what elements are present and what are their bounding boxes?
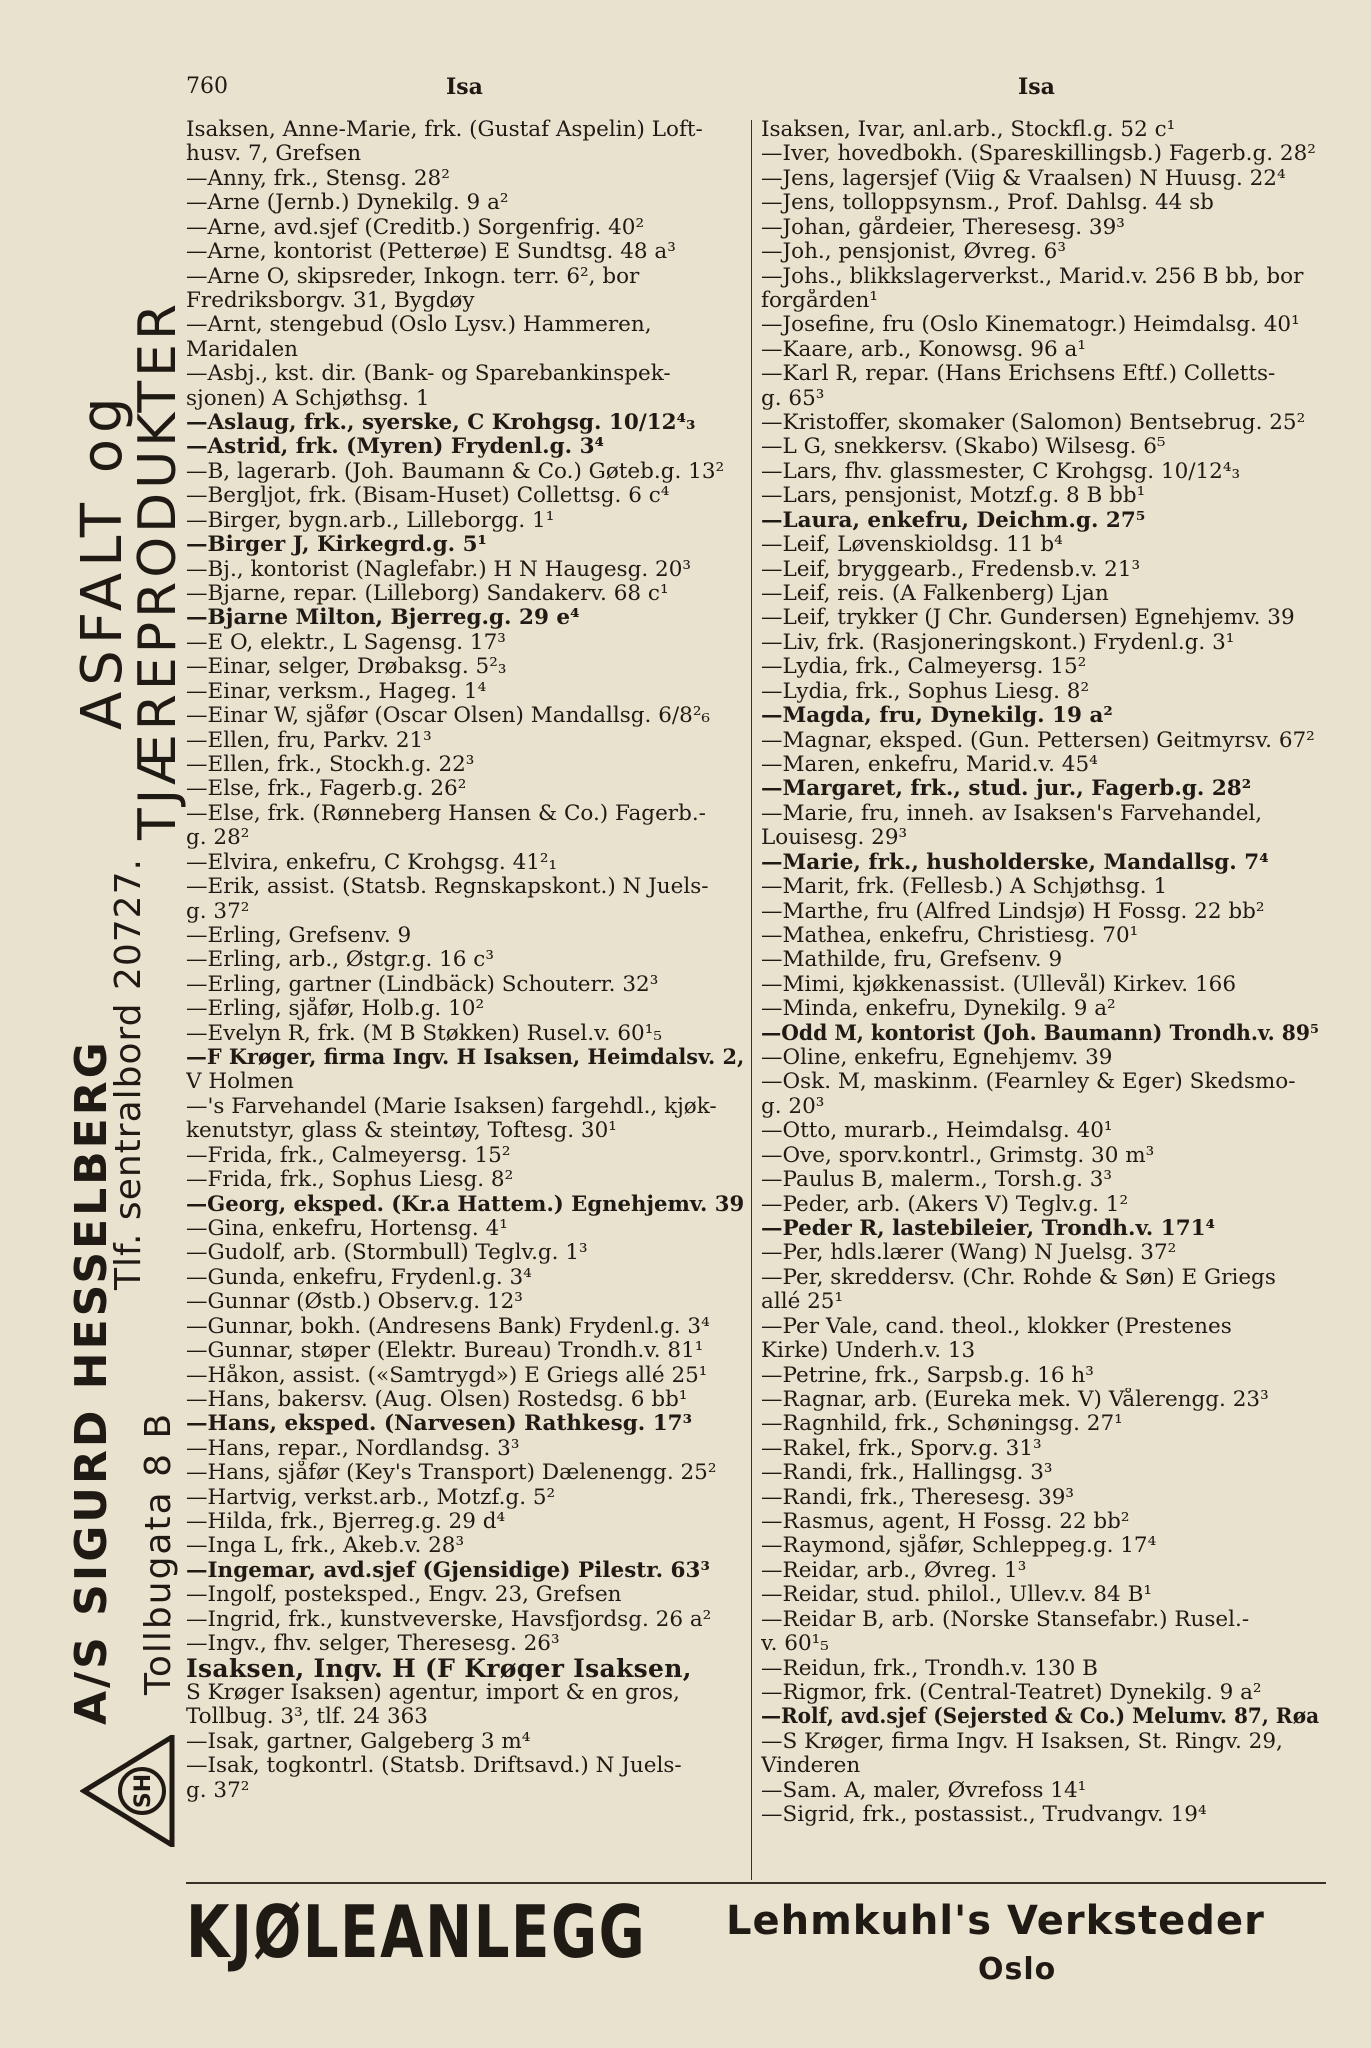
directory-entry-line: kenutstyr, glass & steintøy, Toftesg. 30¹	[186, 1119, 617, 1144]
directory-entry-line: —Arne, avd.sjef (Creditb.) Sorgenfrig. 40²	[186, 215, 645, 240]
directory-entry-line: —Laura, enkefru, Deichm.g. 27⁵	[761, 508, 1146, 533]
directory-entry-line: —Evelyn R, frk. (M B Støkken) Rusel.v. 60¹₅	[186, 1021, 662, 1046]
directory-entry-line: —Gunnar, støper (Elektr. Bureau) Trondh.v. 81¹	[186, 1339, 704, 1364]
directory-entry-line: allé 25¹	[761, 1290, 844, 1315]
directory-entry-line: —Karl R, repar. (Hans Erichsens Eftf.) Colletts-	[761, 362, 1276, 387]
directory-entry-line: —Maren, enkefru, Marid.v. 45⁴	[761, 752, 1098, 777]
directory-entry-line: —Bj., kontorist (Naglefabr.) H N Haugesg. 20³	[186, 557, 691, 582]
directory-entry-line: —Bjarne, repar. (Lilleborg) Sandakerv. 68 c¹	[186, 582, 669, 607]
directory-entry-line: —Liv, frk. (Rasjoneringskont.) Frydenl.g. 3¹	[761, 630, 1235, 655]
directory-entry-line: —Sam. A, maler, Øvrefoss 14¹	[761, 1778, 1087, 1803]
directory-entry-line: —Gunnar (Østb.) Observ.g. 12³	[186, 1290, 523, 1315]
directory-entry-line: —Randi, frk., Hallingsg. 3³	[761, 1461, 1053, 1486]
directory-entry-line: —S Krøger, firma Ingv. H Isaksen, St. Ringv. 29,	[761, 1729, 1283, 1754]
directory-entry-line: v. 60¹₅	[761, 1632, 829, 1657]
directory-entry-line: —Johs., blikkslagerverkst., Marid.v. 256 B bb, bor	[761, 264, 1304, 289]
directory-entry-line: S Krøger Isaksen) agentur, import & en gros,	[186, 1681, 680, 1705]
directory-entry-line: —F Krøger, firma Ingv. H Isaksen, Heimdalsv. 2,	[186, 1046, 744, 1071]
directory-entry-line: —Jens, lagersjef (Viig & Vraalsen) N Huusg. 22⁴	[761, 166, 1286, 191]
directory-entry-line: —Georg, eksped. (Kr.a Hattem.) Egnehjemv. 39	[186, 1192, 744, 1217]
directory-entry-line: —Einar, selger, Drøbaksg. 5²₃	[186, 655, 507, 680]
directory-entry-line: —Elvira, enkefru, C Krohgsg. 41²₁	[186, 850, 558, 875]
directory-entry-line: —Bergljot, frk. (Bisam-Huset) Collettsg. 6 c⁴	[186, 484, 670, 509]
directory-entry-line: g. 37²	[186, 1778, 250, 1803]
directory-entry-line: —Hilda, frk., Bjerreg.g. 29 d⁴	[186, 1510, 506, 1535]
directory-entry-line: g. 20³	[761, 1094, 825, 1119]
directory-entry-line: —Jens, tolloppsynsm., Prof. Dahlsg. 44 sb	[761, 191, 1214, 216]
directory-entry-line: —Magnar, eksped. (Gun. Pettersen) Geitmyrsv. 67²	[761, 728, 1315, 753]
directory-entry-line: —E O, elektr., L Sagensg. 17³	[186, 630, 506, 655]
directory-entry-line: —Bjarne Milton, Bjerreg.g. 29 e⁴	[186, 606, 580, 631]
side-ad-company-name: A/S SIGURD HESSELBERG	[66, 1039, 117, 1725]
directory-entry-line: —Odd M, kontorist (Joh. Baumann) Trondh.v. 89⁵	[761, 1021, 1319, 1046]
directory-entry-line: —Rasmus, agent, H Fossg. 22 bb²	[761, 1510, 1130, 1535]
directory-entry-line: —Birger, bygn.arb., Lilleborgg. 1¹	[186, 508, 555, 533]
directory-entry-line: —Lydia, frk., Calmeyersg. 15²	[761, 655, 1087, 680]
directory-entry-line: —Iver, hovedbokh. (Spareskillingsb.) Fagerb.g. 28²	[761, 142, 1316, 167]
directory-entry-line: Maridalen	[186, 337, 299, 362]
directory-entry-line: —L G, snekkersv. (Skabo) Wilsesg. 6⁵	[761, 435, 1166, 460]
directory-entry-line: —Anny, frk., Stensg. 28²	[186, 166, 450, 191]
directory-entry-line: —Leif, Løvenskioldsg. 11 b⁴	[761, 533, 1063, 558]
directory-entry-line: —Otto, murarb., Heimdalsg. 40¹	[761, 1119, 1113, 1144]
directory-entry-line: —Peder, arb. (Akers V) Teglv.g. 1²	[761, 1192, 1129, 1217]
directory-entry-line: Kirke) Underh.v. 13	[761, 1339, 976, 1364]
company-logo-triangle	[80, 1735, 176, 1847]
directory-entry-line: —Paulus B, malerm., Torsh.g. 3³	[761, 1168, 1113, 1193]
directory-entry-line: —Randi, frk., Theresesg. 39³	[761, 1485, 1075, 1510]
directory-entry-line: —Josefine, fru (Oslo Kinematogr.) Heimdalsg. 40¹	[761, 313, 1300, 338]
directory-entry-line: —Mathea, enkefru, Christiesg. 70¹	[761, 923, 1139, 948]
directory-entry-line: —Leif, trykker (J Chr. Gundersen) Egnehjemv. 39	[761, 606, 1295, 631]
directory-entry-line: —Rolf, avd.sjef (Sejersted & Co.) Melumv. 87, Røa	[761, 1705, 1319, 1730]
bottom-ad-oslo: Oslo	[978, 1952, 1057, 1987]
directory-entry-line: —Ellen, frk., Stockh.g. 22³	[186, 752, 475, 777]
directory-entry-line: —Per, hdls.lærer (Wang) N Juelsg. 37²	[761, 1241, 1177, 1266]
directory-entry-line: —Rakel, frk., Sporv.g. 31³	[761, 1436, 1042, 1461]
directory-entry-line: —Minda, enkefru, Dynekilg. 9 a²	[761, 997, 1116, 1022]
directory-entry-line: —Lars, fhv. glassmester, C Krohgsg. 10/12⁴₃	[761, 459, 1241, 484]
directory-entry-line: —Per, skreddersv. (Chr. Rohde & Søn) E Griegs	[761, 1265, 1276, 1290]
directory-entry-line: Fredriksborgv. 31, Bygdøy	[186, 288, 475, 313]
bottom-ad-rule	[186, 1882, 1326, 1884]
directory-entry-line: —Inga L, frk., Akeb.v. 28³	[186, 1534, 465, 1559]
directory-entry-line: —Osk. M, maskinm. (Fearnley & Eger) Skedsmo-	[761, 1070, 1296, 1095]
directory-entry-line: —Einar, verksm., Hageg. 1⁴	[186, 679, 487, 704]
directory-entry-line: —Arne O, skipsreder, Inkogn. terr. 6², bor	[186, 264, 640, 289]
directory-entry-line: —Ove, sporv.kontrl., Grimstg. 30 m³	[761, 1143, 1155, 1168]
directory-entry-line: —Aslaug, frk., syerske, C Krohgsg. 10/12⁴₃	[186, 411, 696, 436]
directory-entry-line: Vinderen	[761, 1754, 861, 1779]
directory-entry-line: —Birger J, Kirkegrd.g. 5¹	[186, 533, 487, 558]
bottom-ad-kjoleanlegg: KJØLEANLEGG	[186, 1890, 647, 1974]
directory-entry-line: —Marie, frk., husholderske, Mandallsg. 7⁴	[761, 850, 1269, 875]
directory-entry-line: —Ragnar, arb. (Eureka mek. V) Vålerengg. 23³	[761, 1387, 1269, 1412]
directory-entry-line: V Holmen	[186, 1070, 294, 1095]
directory-entry-line: g. 28²	[186, 826, 250, 851]
directory-entry-line: —Frida, frk., Calmeyersg. 15²	[186, 1143, 511, 1168]
directory-entry-line: —Asbj., kst. dir. (Bank- og Sparebankinspek-	[186, 362, 671, 387]
directory-entry-line: Isaksen, Anne-Marie, frk. (Gustaf Aspelin) Loft-	[186, 118, 703, 142]
logo-monogram: SH	[131, 1773, 156, 1809]
directory-entry-line: —Lars, pensjonist, Motzf.g. 8 B bb¹	[761, 484, 1146, 509]
side-ad-telephone: Tlf. sentralbord 20727.	[108, 858, 149, 1290]
side-ad-address: Tollbugata 8 B	[138, 1411, 179, 1695]
side-advertisement	[0, 0, 190, 1880]
directory-entry-line: —Gunnar, bokh. (Andresens Bank) Frydenl.g. 3⁴	[186, 1314, 710, 1339]
directory-entry-line: —Isak, gartner, Galgeberg 3 m⁴	[186, 1729, 531, 1754]
directory-entry-line: —Peder R, lastebileier, Trondh.v. 171⁴	[761, 1216, 1216, 1241]
directory-entry-line: —Reidar B, arb. (Norske Stansefabr.) Rusel.-	[761, 1607, 1250, 1632]
directory-entry-line: —Hartvig, verkst.arb., Motzf.g. 5²	[186, 1485, 556, 1510]
directory-entry-line: —Else, frk., Fagerb.g. 26²	[186, 777, 467, 802]
directory-entry-line: —Margaret, frk., stud. jur., Fagerb.g. 28²	[761, 777, 1252, 802]
column-divider	[751, 120, 752, 1880]
directory-entry-line: forgården¹	[761, 288, 878, 313]
directory-entry-line: —Hans, repar., Nordlandsg. 3³	[186, 1436, 520, 1461]
directory-entry-line: g. 37²	[186, 899, 250, 924]
directory-entry-line: —Ingrid, frk., kunstveverske, Havsfjordsg. 26 a²	[186, 1607, 712, 1632]
directory-entry-line: —Marie, fru, inneh. av Isaksen's Farvehandel,	[761, 801, 1263, 826]
directory-entry-line: —Per Vale, cand. theol., klokker (Prestenes	[761, 1314, 1232, 1339]
directory-entry-line: —Reidar, arb., Øvreg. 1³	[761, 1558, 1027, 1583]
directory-entry-line: —Leif, reis. (A Falkenberg) Ljan	[761, 582, 1109, 607]
side-ad-asfalt: ASFALT og	[70, 391, 135, 730]
directory-entry-line: —Reidun, frk., Trondh.v. 130 B	[761, 1656, 1098, 1681]
directory-entry-line: —Astrid, frk. (Myren) Frydenl.g. 3⁴	[186, 435, 605, 460]
directory-entry-line: —Raymond, sjåfør, Schleppeg.g. 17⁴	[761, 1534, 1157, 1559]
directory-entry-line: —Rigmor, frk. (Central-Teatret) Dynekilg. 9 a²	[761, 1681, 1262, 1705]
directory-entry-line: —Gunda, enkefru, Frydenl.g. 3⁴	[186, 1265, 532, 1290]
page-number: 760	[186, 74, 228, 99]
directory-entry-line: —Petrine, frk., Sarpsb.g. 16 h³	[761, 1363, 1094, 1388]
directory-entry-line: Isaksen, Ingv. H (F Krøger Isaksen,	[186, 1656, 692, 1681]
directory-entry-line: —Ellen, fru, Parkv. 21³	[186, 728, 432, 753]
directory-entry-line: sjonen) A Schjøthsg. 1	[186, 386, 430, 411]
directory-entry-line: —Mathilde, fru, Grefsenv. 9	[761, 948, 1063, 973]
directory-entry-line: —Marthe, fru (Alfred Lindsjø) H Fossg. 22 bb²	[761, 899, 1265, 924]
directory-entry-line: —Ingv., fhv. selger, Theresesg. 26³	[186, 1632, 560, 1657]
directory-entry-line: —Kristoffer, skomaker (Salomon) Bentsebrug. 25²	[761, 411, 1306, 436]
directory-entry-line: —Arnt, stengebud (Oslo Lysv.) Hammeren,	[186, 313, 652, 338]
directory-entry-line: —Isak, togkontrl. (Statsb. Driftsavd.) N Juels-	[186, 1754, 682, 1779]
directory-entry-line: —Lydia, frk., Sophus Liesg. 8²	[761, 679, 1090, 704]
directory-entry-line: —Marit, frk. (Fellesb.) A Schjøthsg. 1	[761, 875, 1168, 900]
directory-entry-line: —Reidar, stud. philol., Ullev.v. 84 B¹	[761, 1583, 1152, 1608]
directory-entry-line: —Erling, sjåfør, Holb.g. 10²	[186, 997, 485, 1022]
bottom-ad-lehmkuhl: Lehmkuhl's Verksteder	[726, 1898, 1265, 1944]
directory-entry-line: —Erik, assist. (Statsb. Regnskapskont.) N Juels-	[186, 875, 709, 900]
directory-entry-line: —Erling, Grefsenv. 9	[186, 923, 412, 948]
bottom-advertisement	[186, 1890, 1326, 2040]
directory-entry-line: —Arne, kontorist (Petterøe) E Sundtsg. 48 a³	[186, 240, 676, 265]
left-column-entries	[186, 118, 746, 1998]
directory-entry-line: —Ingolf, posteksped., Engv. 23, Grefsen	[186, 1583, 622, 1608]
directory-entry-line: —Einar W, sjåfør (Oscar Olsen) Mandallsg. 6/8²₆	[186, 704, 711, 729]
directory-entry-line: —'s Farvehandel (Marie Isaksen) fargehdl., kjøk-	[186, 1094, 717, 1119]
right-running-title: Isa	[1018, 74, 1055, 100]
directory-entry-line: husv. 7, Grefsen	[186, 142, 362, 167]
directory-entry-line: —Sigrid, frk., postassist., Trudvangv. 19⁴	[761, 1803, 1207, 1828]
directory-entry-line: —Magda, fru, Dynekilg. 19 a²	[761, 704, 1113, 729]
directory-entry-line: —Mimi, kjøkkenassist. (Ullevål) Kirkev. 166	[761, 972, 1237, 997]
directory-entry-line: —Kaare, arb., Konowsg. 96 a¹	[761, 337, 1086, 362]
directory-entry-line: —Hans, bakersv. (Aug. Olsen) Rostedsg. 6 bb¹	[186, 1387, 688, 1412]
directory-entry-line: —Oline, enkefru, Egnehjemv. 39	[761, 1046, 1113, 1071]
directory-entry-line: Tollbug. 3³, tlf. 24 363	[186, 1705, 428, 1730]
directory-entry-line: —Leif, bryggearb., Fredensb.v. 21³	[761, 557, 1141, 582]
directory-entry-line: g. 65³	[761, 386, 825, 411]
directory-entry-line: —Arne (Jernb.) Dynekilg. 9 a²	[186, 191, 509, 216]
directory-entry-line: —Ingemar, avd.sjef (Gjensidige) Pilestr. 63³	[186, 1558, 710, 1583]
directory-entry-line: —Hans, sjåfør (Key's Transport) Dælenengg. 25²	[186, 1461, 717, 1486]
left-running-title: Isa	[446, 74, 483, 100]
directory-entry-line: —Frida, frk., Sophus Liesg. 8²	[186, 1168, 514, 1193]
directory-entry-line: —Johan, gårdeier, Theresesg. 39³	[761, 215, 1125, 240]
directory-entry-line: —Ragnhild, frk., Schøningsg. 27¹	[761, 1412, 1123, 1437]
directory-entry-line: —Gina, enkefru, Hortensg. 4¹	[186, 1216, 508, 1241]
directory-entry-line: —Else, frk. (Rønneberg Hansen & Co.) Fagerb.-	[186, 801, 706, 826]
directory-entry-line: —B, lagerarb. (Joh. Baumann & Co.) Gøteb.g. 13²	[186, 459, 725, 484]
directory-entry-line: —Erling, arb., Østgr.g. 16 c³	[186, 948, 494, 973]
side-ad-tjaereprodukter: TJÆREPRODUKTER	[128, 299, 188, 840]
directory-entry-line: Isaksen, Ivar, anl.arb., Stockfl.g. 52 c¹	[761, 118, 1176, 142]
directory-entry-line: —Joh., pensjonist, Øvreg. 6³	[761, 240, 1066, 265]
directory-entry-line: Louisesg. 29³	[761, 826, 908, 851]
directory-entry-line: —Hans, eksped. (Narvesen) Rathkesg. 17³	[186, 1412, 693, 1437]
directory-entry-line: —Erling, gartner (Lindbäck) Schouterr. 32³	[186, 972, 659, 997]
directory-entry-line: —Gudolf, arb. (Stormbull) Teglv.g. 1³	[186, 1241, 588, 1266]
directory-entry-line: —Håkon, assist. («Samtrygd») E Griegs allé 25¹	[186, 1363, 708, 1388]
right-column-entries	[761, 118, 1321, 1998]
